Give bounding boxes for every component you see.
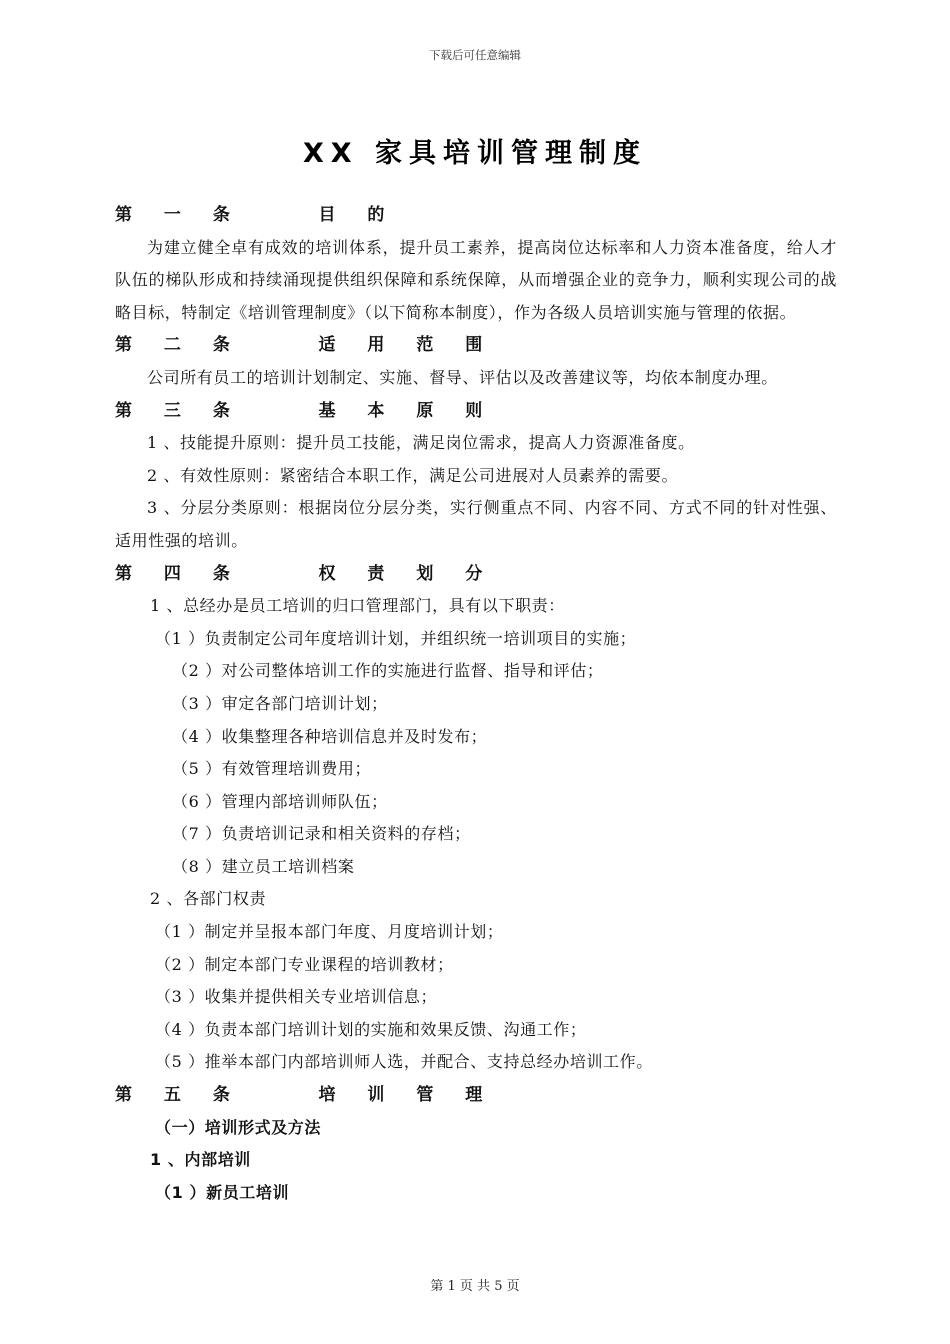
article-3-heading: 第 三 条 基 本 原 则 bbox=[115, 400, 496, 421]
duty-item: （5 ）有效管理培训费用； bbox=[172, 759, 372, 779]
article-4-heading: 第 四 条 权 责 划 分 bbox=[115, 563, 496, 584]
page-header: 下载后可任意编辑 bbox=[429, 48, 521, 62]
training-form-subheading: （一）培训形式及方法 bbox=[155, 1117, 322, 1137]
department-duty-item: （5 ）推举本部门内部培训师人选，并配合、支持总经办培训工作。 bbox=[155, 1052, 653, 1072]
article-2-paragraph: 公司所有员工的培训计划制定、实施、督导、评估以及改善建议等，均依本制度办理。 bbox=[147, 367, 778, 387]
article-5-heading: 第 五 条 培 训 管 理 bbox=[115, 1085, 496, 1106]
duty-item: （7 ）负责培训记录和相关资料的存档； bbox=[172, 824, 471, 844]
duty-item: （3 ）审定各部门培训计划； bbox=[172, 693, 388, 713]
department-duty-item: （3 ）收集并提供相关专业培训信息； bbox=[155, 987, 438, 1007]
document-title: XX 家具培训管理制度 bbox=[302, 138, 648, 169]
new-employee-training-subheading: （1 ）新员工培训 bbox=[155, 1182, 290, 1202]
duty-section-2: 2 、各部门权责 bbox=[150, 889, 267, 909]
document-body bbox=[115, 199, 837, 1209]
duty-section-1: 1 、总经办是员工培训的归口管理部门，具有以下职责： bbox=[150, 596, 565, 616]
duty-item: （2 ）对公司整体培训工作的实施进行监督、指导和评估； bbox=[172, 661, 604, 681]
duty-item: （4 ）收集整理各种培训信息并及时发布； bbox=[172, 726, 488, 746]
principle-2: 2 、有效性原则：紧密结合本职工作，满足公司进展对人员素养的需要。 bbox=[147, 465, 679, 485]
department-duty-item: （4 ）负责本部门培训计划的实施和效果反馈、沟通工作； bbox=[155, 1019, 587, 1039]
article-1-paragraph: 为建立健全卓有成效的培训体系，提升员工素养，提高岗位达标率和人力资本准备度，给人才队伍的梯队形成和持续涌现提供组织保障和系统保障，从而增强企业的竞争力，顺利实现公司的战略目标，特制定《培训管理制度》（以下简称本制度），作为各级人员培训实施与管理的依据。 bbox=[115, 237, 837, 322]
duty-item: （8 ）建立员工培训档案 bbox=[172, 856, 355, 876]
article-1-heading: 第 一 条 目 的 bbox=[115, 205, 398, 225]
principle-1: 1 、技能提升原则：提升员工技能，满足岗位需求，提高人力资源准备度。 bbox=[147, 433, 695, 453]
page-footer: 第 1 页 共 5 页 bbox=[430, 1279, 520, 1294]
department-duty-item: （2 ）制定本部门专业课程的培训教材； bbox=[155, 954, 454, 974]
duty-item: （1 ）负责制定公司年度培训计划，并组织统一培训项目的实施； bbox=[155, 628, 637, 648]
internal-training-subheading: 1 、内部培训 bbox=[150, 1150, 251, 1170]
article-2-heading: 第 二 条 适 用 范 围 bbox=[115, 335, 496, 356]
principle-3: 3 、分层分类原则：根据岗位分层分类，实行侧重点不同、内容不同、方式不同的针对性强、适用性强的培训。 bbox=[115, 498, 837, 550]
department-duty-item: （1 ）制定并呈报本部门年度、月度培训计划； bbox=[155, 922, 504, 942]
duty-item: （6 ）管理内部培训师队伍； bbox=[172, 791, 388, 811]
